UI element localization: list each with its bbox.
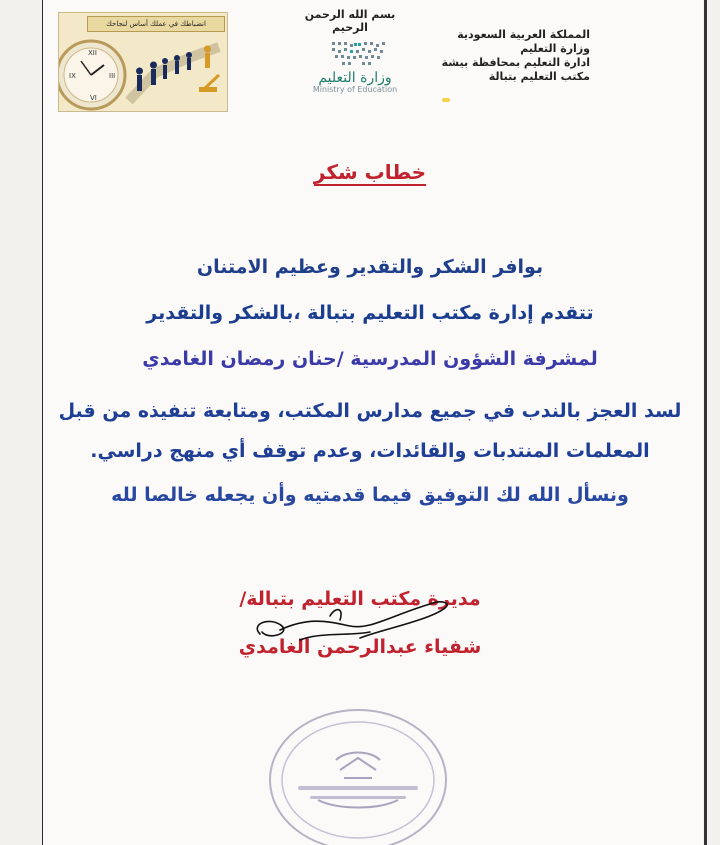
svg-text:III: III	[109, 72, 116, 80]
ministry-name-english: Ministry of Education	[312, 85, 398, 94]
signatory-title: مديرة مكتب التعليم بتبالة/	[239, 588, 481, 610]
badge-slogan: انضباطك في عملك أساس لنجاحك	[87, 16, 225, 32]
letter-line-2: تتقدم إدارة مكتب التعليم بتبالة ،بالشكر والتقدير	[146, 302, 594, 324]
letter-title: خطاب شكر	[313, 160, 427, 184]
motivation-badge	[58, 12, 228, 112]
signatory-name: شفياء عبدالرحمن الغامدي	[238, 636, 482, 658]
page-edge	[704, 0, 707, 845]
letter-line-5: المعلمات المنتدبات والقائدات، وعدم توقف أي منهج دراسي.	[90, 440, 650, 462]
svg-text:VI: VI	[90, 94, 97, 102]
svg-text:XII: XII	[88, 49, 97, 57]
letterhead-right	[430, 28, 590, 84]
letter-line-3: لمشرفة الشؤون المدرسية /حنان رمضان الغامدي	[142, 348, 598, 370]
ministry-name-arabic: وزارة التعليم	[318, 70, 392, 86]
header-line-ministry: وزارة التعليم	[520, 42, 590, 55]
svg-text:IX: IX	[69, 72, 76, 80]
header-line-kingdom: المملكة العربية السعودية	[457, 28, 590, 41]
handwritten-signature-icon	[240, 586, 470, 666]
official-seal-icon	[258, 700, 458, 845]
decorative-dot	[442, 98, 450, 102]
letter-line-1: بوافر الشكر والتقدير وعظيم الامتنان	[196, 256, 544, 278]
basmala: بسم الله الرحمن الرحيم	[304, 8, 396, 34]
header-line-admin: ادارة التعليم بمحافظة بيشة	[441, 56, 590, 69]
letter-line-6: ونسأل الله لك التوفيق فيما قدمتيه وأن يجعله خالصا لله	[111, 484, 629, 506]
header-line-office: مكتب التعليم بتبالة	[488, 70, 590, 83]
letter-line-4: لسد العجز بالندب في جميع مدارس المكتب، ومتابعة تنفيذه من قبل	[58, 400, 682, 422]
clock-people-illustration-icon	[59, 13, 227, 111]
